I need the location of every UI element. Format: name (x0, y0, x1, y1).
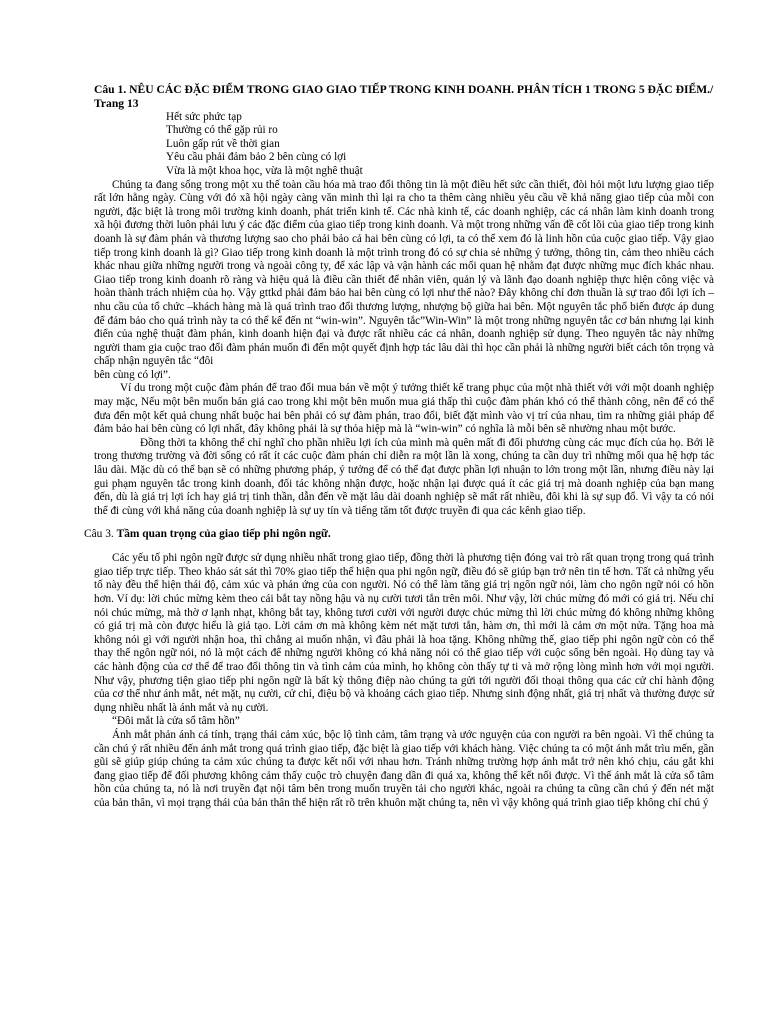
paragraph: Các yếu tố phi ngôn ngữ được sử dụng nhiều nhất trong giao tiếp, đồng thời là phương tiện đóng vai trò rất quan trọng trong quá trình giao tiếp trực tiếp. Theo khảo sát sát thì 70% giao tiếp thể hiện qua phi ngôn ngữ, điều đó sẽ giúp bạn trở nên tin tế hơn. Tất cả những yếu tố này đều thể hiện thái độ, cảm xúc và phản ứng của con người. Nó có thể làm tăng giá trị ngôn ngữ nói, làm cho ngôn ngữ nói có hồn hơn. Ví dụ: lời chúc mừng kèm theo cái bắt tay nồng hậu và nụ cười tươi tắn trên môi. Như vậy, lời chúc mừng đó mới có giá trị. Nếu chỉ nói chúc mừng, mà thờ ơ lạnh nhạt, không bắt tay, không tươi cười với người được chúc mừng thì lời chúc mừng đó không những không có giá trị mà còn được hiểu là giả tạo. Lời cảm ơn mà không kèm nét mặt tươi tắn, hàm ơn, thì mới là cảm ơn một nửa. Tặng hoa mà không nói gì với người nhận hoa, thì chẳng ai muốn nhận, vì đâu phải là hoa tặng. Không những thế, giao tiếp phi ngôn ngữ còn có thể thay thế ngôn ngữ nói, nó là một cách để những người không có khả năng nói có thể giao tiếp với cuộc sống bên ngoài. Họ dùng tay và các hành động của cơ thể để trao đổi thông tin và tình cảm của mình, họ không còn thấy tự ti và mở rộng lòng mình hơn với mọi người. Như vậy, phương tiện giao tiếp phi ngôn ngữ là bất kỳ thông điệp nào chúng ta gửi tới người đối thoại thông qua các cử chỉ hành động của cơ thể như ánh mắt, nét mặt, nụ cười, cử chỉ, điệu bộ và khoảng cách giao tiếp. Nhưng sinh động nhất, giá trị nhất và thường được sử dụng nhiều nhất là ánh mắt và nụ cười. (94, 552, 714, 714)
question-label: Câu 3. (84, 528, 114, 541)
list-item: Vừa là một khoa học, vừa là một nghê thuật (166, 164, 363, 177)
list-item: Hết sức phức tạp (166, 110, 242, 123)
question-3-title (84, 528, 714, 542)
paragraph: Chúng ta đang sống trong một xu thế toàn cầu hóa mà trao đổi thông tin là một điều hết sức cần thiết, đòi hỏi một lưu lượng giao tiếp rất lớn hằng ngày. Cùng với đó xã hội ngày càng văn minh thì lại ra cho ta thêm càng nhiều yêu cầu về khả năng giao tiếp của mỗi con người, đặc biệt là trong môi trường kinh doanh, phát triển kinh tế. Các nhà kinh tế, các doanh nghiệp, các cá nhân làm kinh doanh trong xã hội đương thời luôn phải lưu ý các đặc điểm của giao tiếp trong kinh doanh. Và một trong những vấn đề cốt lõi của giao tiếp trong kinh doanh là sự đàm phán và thương lượng sao cho phải bảo cả hai bên cùng có lợi, ta có thể xem đó là linh hồn của cuộc giao tiếp. Vậy giao tiếp trong kinh doanh là gì? Giao tiếp trong kinh doanh là một trình trong đó có sự chia sẻ những ý tưởng, thông tin, cảm theo nhiều cách khác nhau giữa những người trong và ngoài công ty, để xác lập và vận hành các mối quan hệ nhằm đạt được những mục đích khác nhau. Giao tiếp trong kinh doanh rõ ràng và hiệu quả là điều cần thiết để nhân viên, quản lý và lãnh đạo doanh nghiệp thực hiện công việc và hoàn thành trách nhiệm của họ. Vậy gttkd phải đảm bảo hai bên cùng có lợi như thế nào? Đây không chỉ đơn thuần là sự trao đổi lợi ích –nhu cầu của tổ chức –khách hàng mà là quá trình trao đổi thương lượng, nhượng bộ giữa hai bên. Một nguyên tắc phổ biến được áp dung để đảm bảo cho quá trình này ta có thể kể đến nt “win-win”. Nguyên tắc”Win-Win” là một trong những nguyên tắc cơ bản nhưng lại kinh điển của nghệ thuật đàm phán, kinh doanh hiện đại và được rất nhiều các cá nhân, doanh nghiệp sử dụng. Theo nguyên tắc này những người tham gia cuộc trao đổi đàm phán muốn đi đến một quyết định hợp tác lâu dài thì học cần phải là những người biết cách tôn trọng và chấp nhận nguyên tắc “đôi (94, 178, 714, 368)
list-item: Yêu cầu phải đảm bảo 2 bên cùng có lợi (166, 151, 347, 164)
paragraph: bên cùng có lợi”. (94, 368, 171, 381)
question-heading: Tầm quan trọng của giao tiếp phi ngôn ngữ. (116, 528, 331, 541)
paragraph: Đồng thời ta không thể chỉ nghĩ cho phần nhiều lợi ích của mình mà quên mất đi đối phương cùng các mục đích của họ. Bởi lẽ trong thương trường và đời sống có rất ít các cuộc đàm phán chỉ diễn ra một lần là xong, chúng ta cần duy trì những mối qua hệ hợp tác lâu dài. Mặc dù có thể bạn sẽ có những phương pháp, ý tưởng để có thể đạt được phần lợi nhuận to lớn trong một lần, nhưng điều này lại gui phạm nguyên tắc trong kinh doanh, đối tác không nhận được, hoặc nhận lại được quá ít các giá trị mà doanh nghiệp của bạn mang đến, dù là giá trị lợi ích hay giá trị tinh thần, dẫn đến về mặt lâu dài doanh nghiệp sẽ mất rất nhiều, đôi khi là sự sụp đổ. Vì vậy ta có nói thể đi cùng với khả năng của doanh nghiệp là sự uy tín và tiếng tăm tốt được truyền đi qua các kênh giao tiếp. (94, 436, 714, 517)
question-1-title: Câu 1. NÊU CÁC ĐẶC ĐIỂM TRONG GIAO GIAO TIẾP TRONG KINH DOANH. PHÂN TÍCH 1 TRONG 5 ĐẶC ĐIỂM./ Trang 13 (94, 83, 714, 110)
list-item: Luôn gấp rút về thời gian (166, 137, 280, 150)
characteristics-list (166, 111, 714, 179)
paragraph: Ánh mắt phản ánh cá tính, trạng thái cảm xúc, bộc lộ tình cảm, tâm trạng và ước nguyện của con người ra bên ngoài. Vì thế chúng ta cần chú ý rất nhiều đến ánh mắt trong quá trình giao tiếp, đặc biệt là giao tiếp với khách hàng. Việc chúng ta có một ánh mắt trìu mến, gần gũi sẽ giúp giúp chúng ta cảm xúc chúng ta được kết nối với nhau hơn. Tránh những trường hợp ánh mắt trở nên khó chịu, cáu gắt khi đang giao tiếp để đối phương không cảm thấy cuộc trò chuyện đang dần đi quá xa, không thể kết nối được. Vì thế ánh mắt là cửa sổ tâm hồn của chúng ta, nó là nơi truyền đạt nội tâm bên trong muốn truyền tải cho người khác, ngoài ra chúng ta cũng cần chú ý đến nét mặt của bản thân, vì mọi trạng thái của bản thân thể hiện rất rõ trên khuôn mặt chúng ta, nên vì vậy không quá trình giao tiếp không chỉ chú ý (94, 728, 714, 809)
quote: “Đôi mắt là cửa sổ tâm hồn” (112, 715, 240, 728)
paragraph: Ví du trong một cuộc đàm phán để trao đổi mua bán về một ý tưởng thiết kế trang phục của một nhà thiết với với một doanh nghiệp may mặc, Nếu một bên muốn bán giá cao trong khi một bên muốn mua giá thấp thì cuộc đàm phán khó có thể thành công, nên để có thể đưa đến một kết quả chung nhất buộc hai bên phải có sự đàm phán, trao đổi, biết đặt mình vào vị trí của nhau, tìm ra những giải pháp để đảm bảo hai bên cùng có lợi nhất, đây không phải là sự thỏa hiệp mà là “win-win” có nghĩa là mỗi bên sẽ nhường nhau một bước. (94, 382, 714, 436)
list-item: Thường có thể gặp rủi ro (166, 124, 278, 137)
